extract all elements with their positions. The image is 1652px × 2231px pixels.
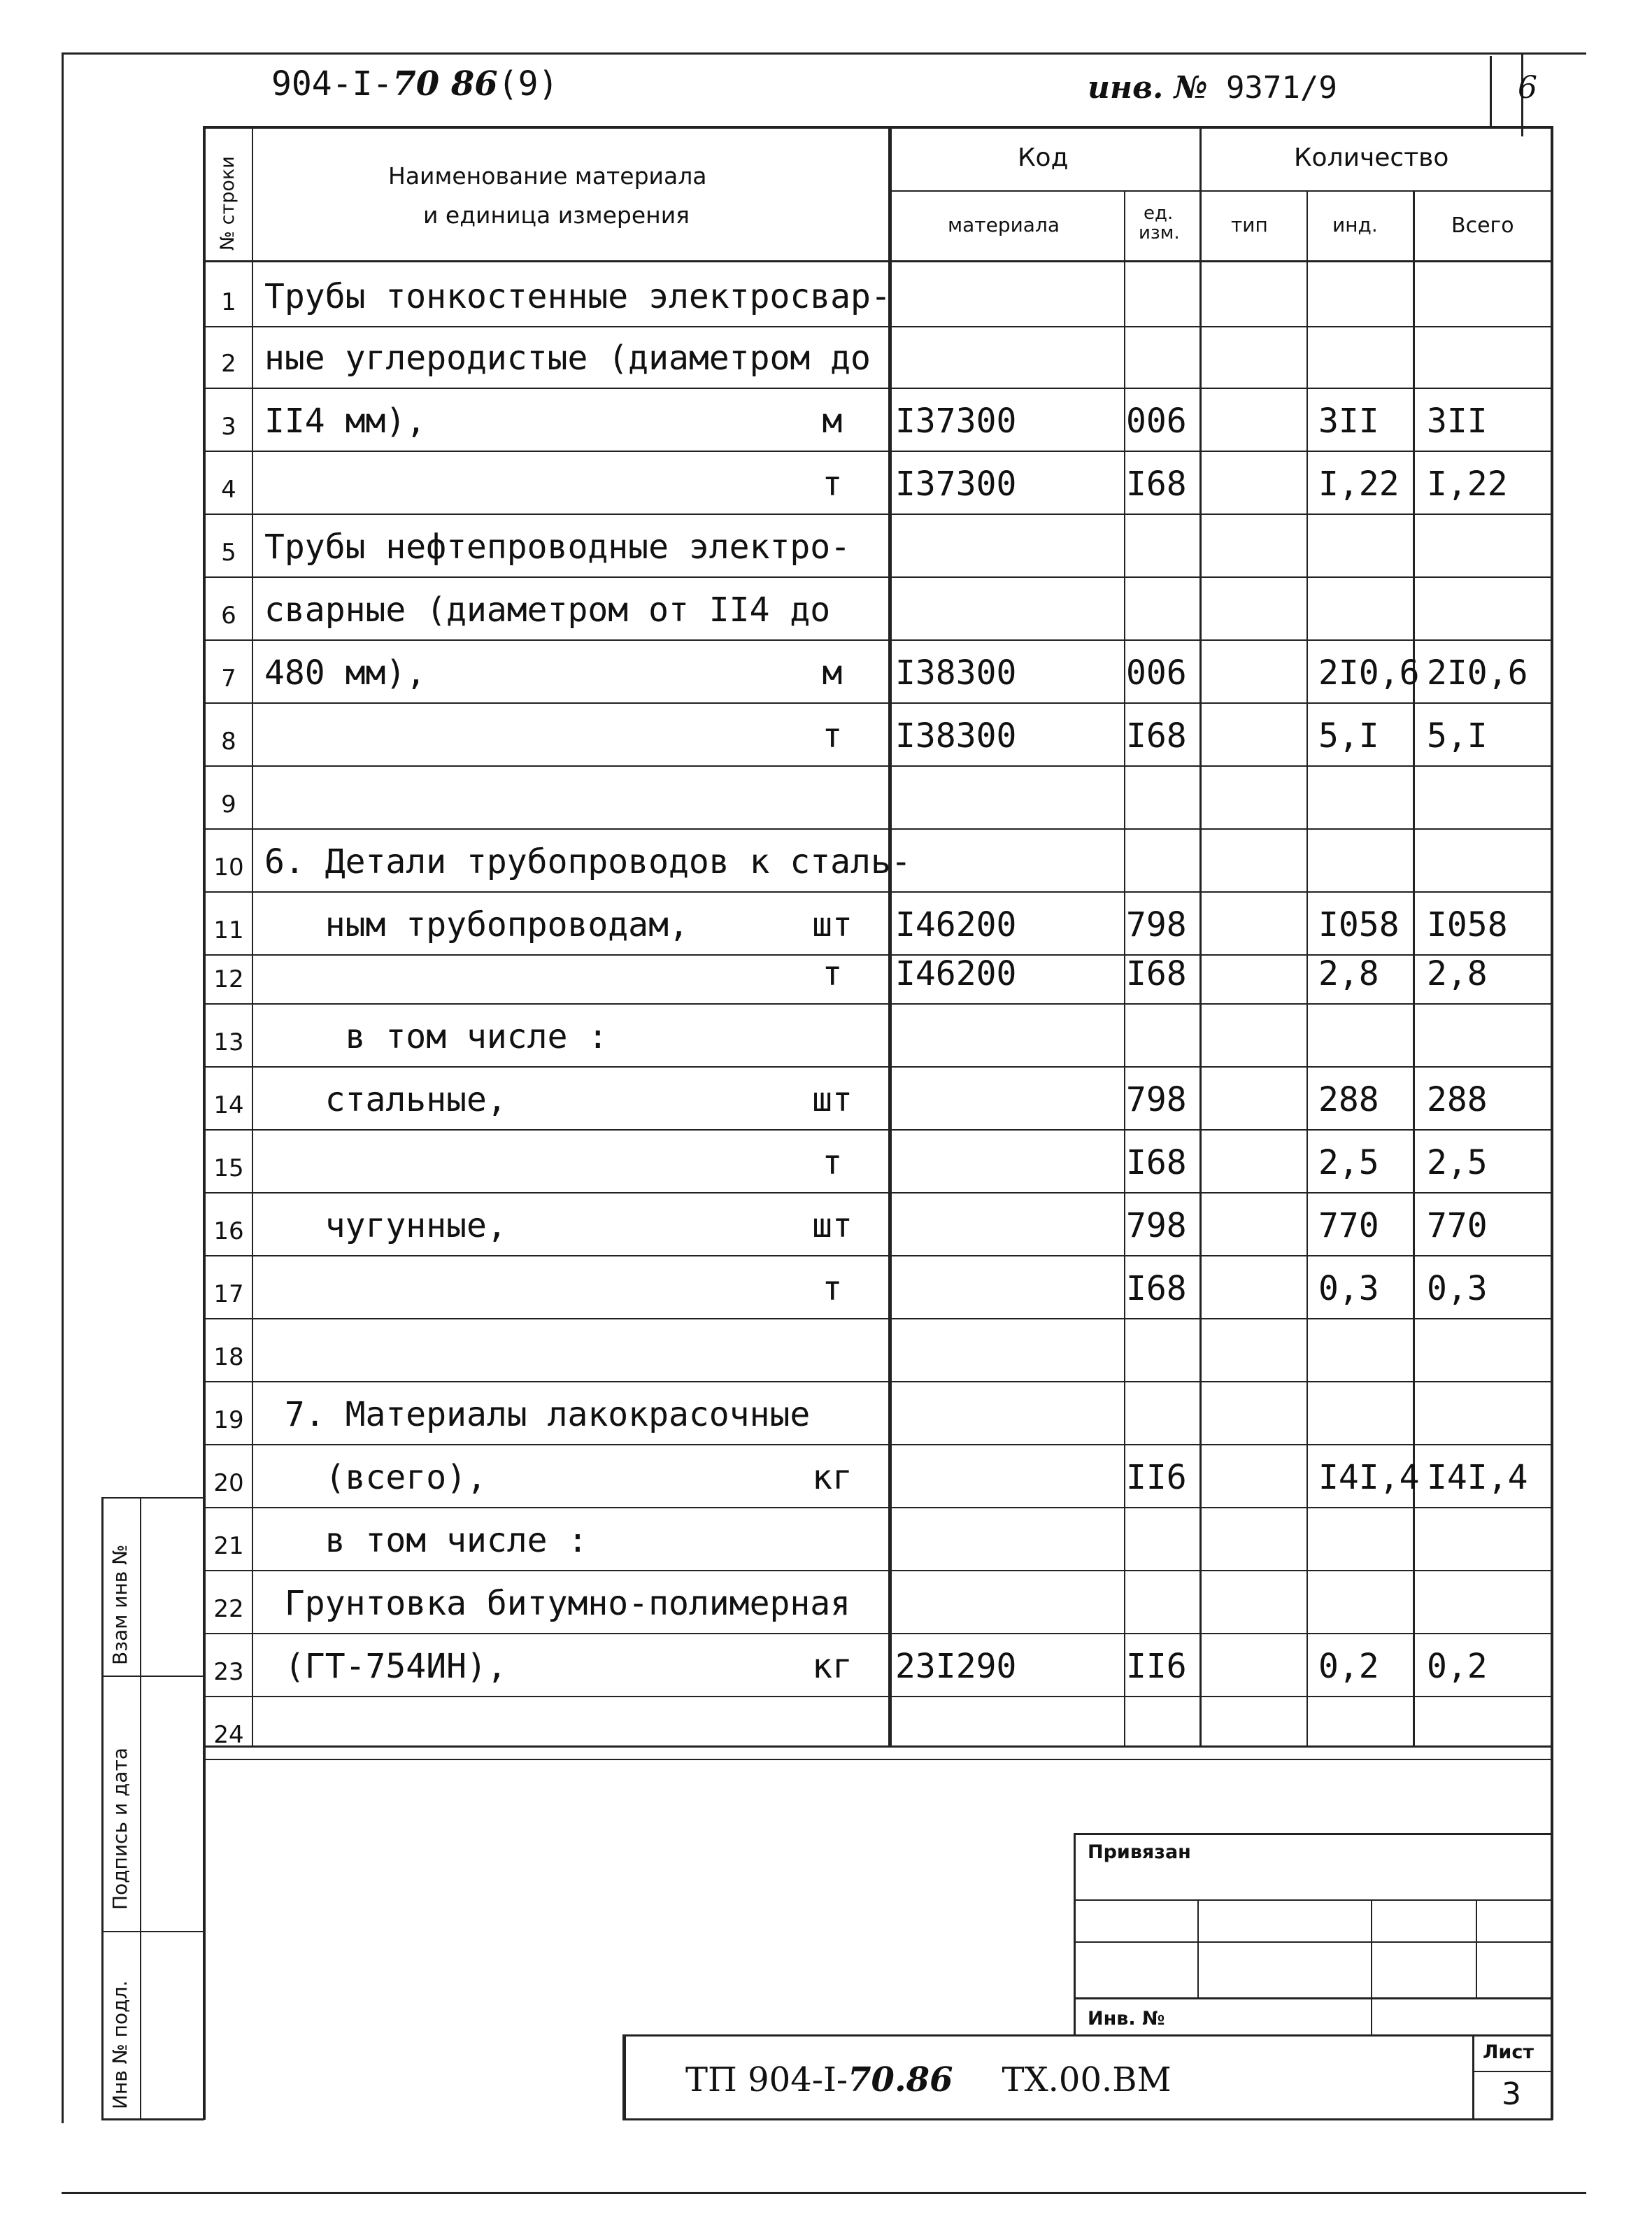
privyazan-label: Привязан — [1088, 1841, 1191, 1863]
row-number: 19 — [213, 1406, 244, 1434]
row-material-code: I37300 — [895, 465, 1017, 504]
row-unit-code: 798 — [1126, 1206, 1187, 1245]
title-block-bottom — [622, 2118, 1553, 2120]
header-row-no: № строки — [217, 156, 238, 250]
row-separator — [206, 1066, 1551, 1068]
row-number: 16 — [213, 1217, 244, 1245]
row-name: 6. Детали трубопроводов к сталь- — [264, 842, 911, 881]
row-unit: кг — [812, 1647, 853, 1686]
title-code-handwritten: 70.86 — [848, 2060, 953, 2099]
row-unit: кг — [812, 1458, 853, 1497]
row-unit: шт — [812, 1206, 853, 1245]
side-label-podpis: Подпись и дата — [108, 1748, 131, 1910]
row-qty-total: 5,I — [1427, 716, 1488, 756]
side-stamp-sep2 — [101, 1931, 204, 1932]
privyazan-inv-label: Инв. № — [1088, 2008, 1165, 2030]
row-separator — [206, 1129, 1551, 1131]
row-qty-total: 770 — [1427, 1206, 1488, 1245]
row-number: 22 — [213, 1595, 244, 1623]
side-stamp-top — [101, 1497, 204, 1499]
row-qty-ind: I,22 — [1318, 465, 1400, 504]
row-name: Грунтовка битумно-полимерная — [264, 1584, 851, 1623]
row-qty-total: 2,5 — [1427, 1143, 1488, 1182]
row-qty-ind: 0,2 — [1318, 1647, 1379, 1686]
row-qty-total: 288 — [1427, 1080, 1488, 1119]
row-name: Трубы нефтепроводные электро- — [264, 527, 851, 567]
row-separator — [206, 1570, 1551, 1571]
privyazan-top — [1074, 1833, 1553, 1835]
header-unit-code-2: изм. — [1139, 222, 1180, 243]
inventory-number — [1088, 70, 1337, 106]
privyazan-col3 — [1476, 1899, 1477, 1997]
col-ind-left — [1306, 190, 1308, 1748]
header-divider — [1490, 56, 1492, 126]
col-type-left — [1199, 126, 1202, 1748]
row-unit: шт — [812, 1080, 853, 1119]
row-unit: т — [822, 954, 843, 993]
row-qty-total: I058 — [1427, 905, 1508, 944]
row-separator — [206, 765, 1551, 767]
row-unit-code: II6 — [1126, 1647, 1187, 1686]
row-number: 11 — [213, 916, 244, 944]
row-name: (всего), — [264, 1458, 487, 1497]
privyazan-row1 — [1074, 1899, 1553, 1901]
subheader-line — [890, 190, 1553, 192]
doc-code-prefix: 904-I- — [271, 64, 393, 104]
row-unit: т — [822, 1269, 843, 1308]
title-block-sheet-mid — [1472, 2071, 1553, 2072]
row-unit-code: 006 — [1126, 402, 1187, 441]
row-separator — [206, 1507, 1551, 1508]
col-right — [1551, 126, 1553, 2120]
header-name-line2: и единица измерения — [423, 201, 690, 229]
row-number: 7 — [221, 665, 236, 693]
row-number: 4 — [221, 476, 236, 504]
row-separator — [206, 702, 1551, 704]
row-unit: т — [822, 1143, 843, 1182]
row-separator — [206, 1192, 1551, 1194]
row-number: 14 — [213, 1091, 244, 1119]
row-unit-code: 006 — [1126, 653, 1187, 693]
row-name: стальные, — [264, 1080, 507, 1119]
row-separator — [206, 451, 1551, 452]
row-qty-total: 3II — [1427, 402, 1488, 441]
row-separator — [206, 1696, 1551, 1697]
row-separator — [206, 1759, 1551, 1760]
row-separator — [206, 576, 1551, 578]
row-name: 7. Материалы лакокрасочные — [264, 1395, 811, 1434]
row-unit-code: I68 — [1126, 1143, 1187, 1182]
row-name: (ГТ-754ИН), — [264, 1647, 507, 1686]
row-qty-total: I4I,4 — [1427, 1458, 1528, 1497]
row-name: ным трубопроводам, — [264, 905, 689, 944]
row-number: 10 — [213, 854, 244, 881]
row-qty-total: I,22 — [1427, 465, 1508, 504]
header-total: Всего — [1451, 213, 1514, 238]
row-material-code: I46200 — [895, 905, 1017, 944]
row-number: 13 — [213, 1028, 244, 1056]
row-material-code: I37300 — [895, 402, 1017, 441]
row-name: сварные (диаметром от II4 до — [264, 590, 831, 630]
header-type: тип — [1231, 213, 1268, 236]
row-separator — [206, 1003, 1551, 1005]
doc-code-suffix: (9) — [497, 64, 559, 104]
row-number: 20 — [213, 1469, 244, 1497]
row-unit-code: I68 — [1126, 954, 1187, 993]
row-separator — [206, 1633, 1551, 1634]
row-number: 24 — [213, 1721, 244, 1749]
row-number: 5 — [221, 539, 236, 567]
row-qty-total: 2,8 — [1427, 954, 1488, 993]
row-separator — [206, 891, 1551, 893]
title-code-suffix: ТХ.00.ВМ — [1002, 2060, 1172, 2099]
row-material-code: I38300 — [895, 653, 1017, 693]
row-number: 17 — [213, 1280, 244, 1308]
row-number: 6 — [221, 602, 236, 630]
doc-code — [271, 64, 558, 104]
row-number: 8 — [221, 728, 236, 756]
privyazan-col2 — [1371, 1899, 1372, 2036]
header-ind: инд. — [1332, 213, 1378, 236]
frame-bottom — [62, 2192, 1586, 2194]
row-material-code: I46200 — [895, 954, 1017, 993]
row-qty-ind: I4I,4 — [1318, 1458, 1420, 1497]
row-separator — [206, 326, 1551, 327]
title-code-prefix: ТП 904-I- — [685, 2060, 848, 2099]
table-bottom — [203, 1745, 1553, 1748]
col-material-left — [888, 126, 892, 1748]
privyazan-col1 — [1197, 1899, 1199, 1997]
row-name: чугунные, — [264, 1206, 507, 1245]
sheet-number: 3 — [1502, 2076, 1521, 2112]
title-block-left — [622, 2034, 626, 2118]
row-separator — [206, 639, 1551, 641]
row-material-code: 23I290 — [895, 1647, 1017, 1686]
row-number: 1 — [221, 288, 236, 316]
frame-top — [62, 52, 1586, 55]
row-unit-code: I68 — [1126, 1269, 1187, 1308]
header-unit-code-1: ед. — [1144, 203, 1174, 224]
row-separator — [206, 1444, 1551, 1445]
page-mark: 6 — [1518, 70, 1537, 106]
row-qty-ind: I058 — [1318, 905, 1400, 944]
side-label-vzam: Взам инв № — [108, 1544, 131, 1665]
row-unit-code: I68 — [1126, 716, 1187, 756]
header-code-group: Код — [1018, 143, 1069, 172]
row-unit-code: 798 — [1126, 905, 1187, 944]
row-number: 3 — [221, 413, 236, 441]
row-number: 15 — [213, 1154, 244, 1182]
row-name: в том числе : — [264, 1017, 608, 1056]
row-qty-ind: 2,8 — [1318, 954, 1379, 993]
privyazan-left — [1074, 1833, 1076, 2036]
row-unit-code: 798 — [1126, 1080, 1187, 1119]
doc-code-handwritten: 70 86 — [392, 64, 498, 104]
side-stamp-bottom — [101, 2118, 204, 2120]
row-unit: м — [822, 402, 843, 441]
table-top — [203, 126, 1553, 129]
row-number: 12 — [213, 965, 244, 993]
row-material-code: I38300 — [895, 716, 1017, 756]
col-ed-left — [1124, 190, 1125, 1748]
row-unit: т — [822, 716, 843, 756]
col-name-left — [252, 126, 253, 1748]
header-material: материала — [948, 213, 1060, 236]
row-name: Трубы тонкостенные электросвар- — [264, 277, 891, 316]
row-separator — [206, 1318, 1551, 1319]
row-unit-code: I68 — [1126, 465, 1187, 504]
header-bottom — [203, 260, 1553, 262]
row-qty-ind: 3II — [1318, 402, 1379, 441]
col-rownum-left — [203, 126, 206, 2120]
inventory-value: 9371/9 — [1225, 70, 1337, 106]
row-unit: м — [822, 653, 843, 693]
row-separator — [206, 514, 1551, 515]
row-name: 480 мм), — [264, 653, 427, 693]
title-block-top — [622, 2034, 1553, 2037]
row-qty-ind: 288 — [1318, 1080, 1379, 1119]
row-qty-total: 2I0,6 — [1427, 653, 1528, 693]
row-name: ные углеродистые (диаметром до — [264, 339, 871, 378]
row-separator — [206, 828, 1551, 830]
inventory-label: инв. № — [1088, 70, 1208, 106]
row-unit: т — [822, 465, 843, 504]
row-qty-total: 0,2 — [1427, 1647, 1488, 1686]
row-number: 9 — [221, 791, 236, 819]
row-number: 18 — [213, 1343, 244, 1371]
title-block-sheet-left — [1472, 2034, 1474, 2118]
row-qty-total: 0,3 — [1427, 1269, 1488, 1308]
row-qty-ind: 2,5 — [1318, 1143, 1379, 1182]
row-number: 21 — [213, 1532, 244, 1560]
title-code — [685, 2060, 1172, 2099]
row-qty-ind: 5,I — [1318, 716, 1379, 756]
privyazan-row3 — [1074, 1997, 1553, 1999]
row-number: 23 — [213, 1658, 244, 1686]
row-name: II4 мм), — [264, 402, 427, 441]
row-separator — [206, 1255, 1551, 1256]
row-qty-ind: 0,3 — [1318, 1269, 1379, 1308]
header-name-line1: Наименование материала — [388, 162, 707, 190]
header-qty-group: Количество — [1294, 143, 1449, 172]
side-stamp-left — [101, 1497, 104, 2120]
side-stamp-inner — [140, 1497, 141, 2120]
row-unit-code: II6 — [1126, 1458, 1187, 1497]
privyazan-row2 — [1074, 1941, 1553, 1943]
row-name: в том числе : — [264, 1521, 588, 1560]
frame-left — [62, 52, 64, 2123]
side-label-inv-podl: Инв № подл. — [108, 1980, 131, 2109]
row-separator — [206, 388, 1551, 389]
row-number: 2 — [221, 350, 236, 378]
col-total-left — [1413, 190, 1415, 1748]
row-qty-ind: 2I0,6 — [1318, 653, 1420, 693]
row-qty-ind: 770 — [1318, 1206, 1379, 1245]
row-unit: шт — [812, 905, 853, 944]
sheet-label: Лист — [1483, 2041, 1534, 2063]
row-separator — [206, 1381, 1551, 1382]
side-stamp-sep1 — [101, 1676, 204, 1677]
